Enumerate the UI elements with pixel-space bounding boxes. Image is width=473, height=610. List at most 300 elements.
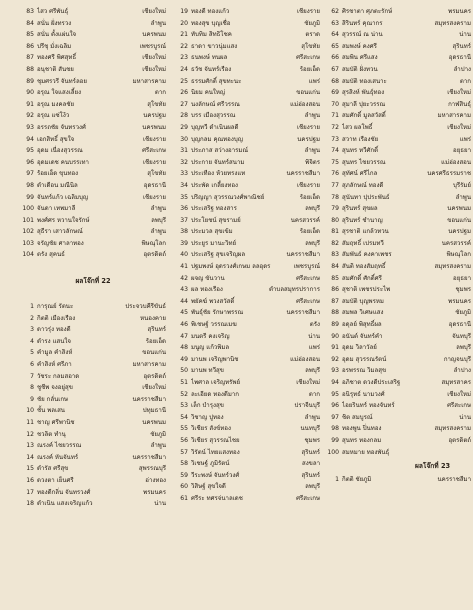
entry-province: นครปฐม — [448, 228, 471, 236]
entry-number: 28 — [180, 112, 188, 120]
list-item — [20, 122, 166, 134]
entry-name: ประภาส สว่างอารมณ์ — [191, 147, 249, 155]
entry-number: 86 — [26, 42, 34, 50]
entry-name: ประเสริฐ ทองสาร — [191, 205, 237, 213]
entry-number: 46 — [180, 321, 188, 329]
entry-province: นครสวรรค์ — [441, 239, 471, 247]
entry-province: ร้อยเอ็ด — [299, 193, 320, 201]
entry-name: กิตติ เมืองเรือง — [37, 314, 76, 322]
entry-province: ตาก — [459, 77, 471, 85]
list-item — [20, 382, 166, 394]
entry-province: เชียงใหม่ — [142, 54, 166, 62]
entry-province: ศรีสะเกษ — [447, 402, 471, 410]
entry-province: นนทบุรี — [300, 425, 320, 433]
entry-name: อรรถชัย จันทรวงศ์ — [37, 123, 86, 131]
list-item — [325, 273, 471, 285]
entry-name: เล็ก บำรุงสุข — [191, 402, 224, 410]
entry-province: สุรินทร์ — [301, 448, 320, 456]
entry-number: 92 — [26, 112, 34, 120]
entry-number: 21 — [180, 31, 188, 39]
entry-name: ประเทือง ห้วยทรงแท — [191, 170, 246, 178]
list-item — [325, 87, 471, 99]
entry-name: สุภลักษณ์ ทองดี — [342, 181, 384, 189]
entry-province: ลำพูน — [455, 193, 471, 201]
entry-number: 91 — [26, 100, 34, 108]
entry-name: การุณย์ รัตนะ — [37, 303, 74, 311]
entry-province: จันทบุรี — [452, 332, 471, 340]
entry-name: ทองดี ทองแก้ว — [191, 8, 230, 15]
entry-number: 11 — [26, 419, 34, 426]
list-item — [20, 52, 166, 64]
entry-number: 71 — [331, 112, 339, 120]
entry-number: 30 — [180, 135, 188, 143]
list-item — [20, 110, 166, 122]
entry-number: 18 — [26, 500, 34, 508]
entry-province: ลพบุรี — [305, 239, 320, 247]
entry-province: นครสวรรค์ — [290, 216, 320, 224]
entry-name: สวาท เรืองชัย — [342, 135, 379, 143]
entry-name: ไสว ผลโพธิ์ — [342, 123, 373, 131]
entry-province: สุโขทัย — [147, 170, 166, 178]
entry-name: อรุณ มงคลชัย — [37, 100, 75, 108]
entry-name: ชุมศรวรี จันทร์ลอย — [37, 77, 87, 85]
entry-province: กาฬสินธุ์ — [448, 100, 471, 108]
entry-province: ลำพูน — [304, 112, 320, 120]
list-item — [325, 435, 471, 447]
entry-number: 90 — [331, 332, 339, 340]
entry-name: ชูชีพ จงอยู่สุข — [37, 384, 73, 392]
entry-number: 73 — [331, 135, 339, 143]
entry-name: ทองดีกลิ่น จันทรวงศ์ — [37, 488, 91, 496]
list-item — [20, 18, 166, 30]
entry-province: ชุมพร — [304, 436, 320, 444]
entry-number: 41 — [180, 263, 188, 271]
entry-number: 17 — [26, 488, 34, 496]
entry-name: วีระพงษ์ จันทร์วงศ์ — [191, 471, 240, 479]
entry-province: หนองคาย — [140, 314, 166, 322]
list-item — [325, 400, 471, 412]
entry-province: พิษณุโลก — [141, 239, 166, 247]
entry-province: เชียงใหม่ — [447, 89, 471, 97]
entry-province: อุดรธานี — [448, 54, 471, 62]
entry-name: วิเชียร สุวรรณไชย — [191, 436, 240, 444]
list-item — [20, 301, 166, 313]
list-item — [174, 6, 320, 18]
entry-name: พันธุ์ชัย รักษาพรรณ — [191, 309, 244, 317]
entry-number: 40 — [180, 251, 188, 259]
entry-province: เพชรบูรณ์ — [139, 42, 166, 50]
entry-province: เชียงราย — [296, 181, 320, 189]
entry-province: ชุมพร — [455, 286, 471, 294]
entry-number: 15 — [26, 465, 34, 473]
entry-province: ประจวบคีรีขันธ์ — [125, 303, 166, 311]
entry-name: ทองศรี พิศสุทธิ์ — [37, 54, 77, 62]
list-item — [174, 238, 320, 250]
entry-number: 84 — [331, 263, 339, 271]
entry-province: ลำพูน — [304, 413, 320, 421]
list-item — [20, 134, 166, 146]
entry-name: อุดม เนื่องสุวรรณ — [37, 147, 83, 155]
entry-number: 101 — [22, 216, 34, 224]
entry-name: ประมวล สุขเข้ม — [191, 228, 233, 236]
entry-name: ทับทิม สิทธิโชค — [191, 31, 232, 39]
entry-name: ประเสริฐ สุขเจริญผล — [191, 251, 246, 259]
entry-number: 67 — [331, 65, 339, 73]
list-item — [325, 261, 471, 273]
entry-name: มนตรี คงเจริญ — [191, 332, 230, 340]
entry-province: นครพนม — [447, 205, 471, 213]
list-item — [174, 168, 320, 180]
list-item — [325, 110, 471, 122]
entry-name: วิเชียร สังข์ทอง — [191, 425, 231, 433]
entry-province: ปราจีนบุรี — [294, 402, 320, 410]
list-item — [20, 359, 166, 371]
list-item — [325, 319, 471, 331]
entry-number: 80 — [331, 216, 339, 224]
list-item — [174, 52, 320, 64]
entry-name: สมศักดิ์ ศักดิ์ศรี — [342, 274, 382, 282]
entry-province: ลพบุรี — [305, 205, 320, 213]
entry-name: สัมพันธ์ คงคาเพชร — [342, 251, 392, 259]
entry-name: ธรรมศักดิ์ สุขทะนะ — [191, 77, 242, 85]
entry-number: 12 — [26, 430, 34, 438]
entry-number: 39 — [180, 239, 188, 247]
entry-province: แพร่ — [308, 344, 320, 352]
entry-number: 31 — [180, 147, 188, 155]
entry-number: 97 — [331, 413, 339, 421]
entry-number: 35 — [180, 193, 188, 201]
entry-number: 92 — [331, 355, 339, 363]
entry-province: เชียงใหม่ — [447, 123, 471, 131]
list-item — [174, 389, 320, 401]
list-item — [20, 64, 166, 76]
list-item — [325, 180, 471, 192]
entry-number: 94 — [26, 135, 34, 143]
entry-name: ดำเนิน แสงเจริญแก้ว — [37, 500, 93, 508]
entry-number: 55 — [180, 425, 188, 433]
entry-number: 60 — [180, 483, 188, 491]
list-item — [325, 168, 471, 180]
entry-number: 16 — [26, 476, 34, 484]
list-item — [325, 423, 471, 435]
list-item — [20, 371, 166, 383]
list-item — [174, 41, 320, 53]
list-item — [174, 354, 320, 366]
entry-name: สุชาติ เพชรประไพ — [342, 286, 391, 294]
entry-number: 3 — [30, 326, 34, 334]
list-item — [20, 475, 166, 487]
entry-name: สุมาลี ปุยะวรรณ — [342, 100, 386, 108]
entry-number: 72 — [331, 123, 339, 131]
entry-province: อุดรธานี — [143, 181, 166, 189]
entry-province: อ่างทอง — [145, 476, 166, 484]
list-item — [20, 498, 166, 510]
list-item — [174, 284, 320, 296]
entry-number: 85 — [26, 31, 34, 39]
section-heading: ผลโจ๊กที่ 22 — [75, 277, 111, 286]
entry-province: อยุธยา — [453, 274, 471, 282]
entry-province: ลพบุรี — [151, 216, 166, 224]
entry-name: สุนทร ทวีศักดิ์ — [342, 147, 379, 155]
list-item — [20, 313, 166, 325]
entry-province: มหาสารคาม — [132, 361, 166, 369]
list-item — [325, 6, 471, 18]
entry-number: 84 — [26, 19, 34, 27]
entry-province: น่าน — [459, 31, 471, 39]
entry-name: ประโยชน์ สุขรามย์ — [191, 216, 241, 224]
entry-number: 13 — [26, 442, 34, 450]
entry-province: ศรีสะเกษ — [296, 494, 320, 502]
list-item — [20, 192, 166, 204]
list-item — [20, 203, 166, 215]
list-item — [325, 307, 471, 319]
list-item — [20, 324, 166, 336]
list-item — [174, 493, 320, 505]
list-item — [174, 110, 320, 122]
entry-name: ผล ทองเรือง — [191, 286, 223, 294]
entry-number: 5 — [30, 349, 34, 357]
list-item — [325, 226, 471, 238]
entry-number: 19 — [180, 8, 188, 15]
entry-name: จันทร์แก้ว เฉลิมบุญ — [37, 193, 89, 201]
list-item — [174, 145, 320, 157]
list-item — [20, 452, 166, 464]
entry-name: สมศักดิ์ มูลสวัสดิ์ — [342, 112, 386, 120]
list-item — [325, 474, 471, 486]
list-item — [174, 319, 320, 331]
entry-province: เชียงราย — [142, 158, 166, 166]
list-item — [325, 41, 471, 53]
entry-number: 37 — [180, 216, 188, 224]
entry-number: 81 — [331, 228, 339, 236]
entry-province: นครปฐม — [143, 112, 166, 120]
entry-province: สงขลา — [301, 460, 320, 468]
entry-name: สุนทร ทองกลม — [342, 436, 382, 444]
entry-number: 47 — [180, 332, 188, 340]
entry-number: 26 — [180, 89, 188, 97]
entry-number: 33 — [180, 170, 188, 178]
entry-province: พรมนคร — [143, 488, 166, 496]
entry-name: ปริญญา สุวรรณวงศ์พาณิชย์ — [191, 193, 265, 201]
entry-province: น่าน — [308, 332, 320, 340]
entry-province: น่าน — [154, 500, 166, 508]
entry-province: แพร่ — [459, 135, 471, 143]
entry-name: สุธีรา เสาวลักษณ์ — [37, 228, 83, 236]
list-item — [20, 6, 166, 18]
entry-name: อรุณ แซ่โง้ว — [37, 112, 70, 120]
entry-province: พิจิตร — [305, 158, 320, 166]
entry-number: 54 — [180, 413, 188, 421]
entry-province: ศรีสะเกษ — [142, 147, 166, 155]
entry-name: คำมูล คำสิงห์ — [37, 349, 73, 357]
entry-number: 23 — [180, 54, 188, 62]
list-item — [20, 226, 166, 238]
entry-name: ผจญ ขันวาน — [191, 274, 225, 282]
list-item — [325, 284, 471, 296]
list-item — [325, 249, 471, 261]
entry-name: ชั้น พลเสน — [37, 407, 65, 415]
entry-name: พงศ์ศร หวานใจรักษ์ — [37, 216, 90, 224]
entry-number: 95 — [26, 147, 34, 155]
list-item — [174, 470, 320, 482]
entry-name: ชวลิต ทำนุ — [37, 430, 66, 438]
entry-number: 6 — [30, 361, 34, 369]
list-item — [20, 87, 166, 99]
entry-province: เชียงใหม่ — [296, 379, 320, 386]
entry-name: ศิรชาตา ศุภตะรักษ์ — [342, 8, 393, 15]
entry-number: 77 — [331, 181, 339, 189]
entry-number: 53 — [180, 402, 188, 410]
entry-province: อยุธยา — [453, 147, 471, 155]
list-item — [174, 215, 320, 227]
list-item — [325, 389, 471, 401]
entry-name: ดำรง แสนใจ — [37, 337, 71, 345]
list-item — [20, 215, 166, 227]
column-2 — [174, 6, 320, 505]
list-item — [20, 405, 166, 417]
entry-name: วิเชษฐ์ ภูมิรัตน์ — [191, 460, 230, 468]
entry-name: สมบัติ ทองเสนาะ — [342, 77, 387, 85]
entry-name: อรพรรณ วิมลสุข — [342, 367, 387, 375]
entry-name: ร้อยเอ็ด ขุนทอง — [37, 170, 79, 178]
entry-number: 7 — [30, 372, 34, 380]
list-item — [325, 215, 471, 227]
entry-number: 14 — [26, 453, 34, 461]
entry-province: พรมนคร — [448, 8, 471, 15]
entry-name: อภิชาต ดวงดีประเสริฐ — [342, 379, 401, 386]
list-item — [174, 447, 320, 459]
entry-province: อุดรธานี — [448, 321, 471, 329]
entry-name: อรุณ ใจแสงเลี้ยง — [37, 89, 82, 97]
entry-province: น่าน — [459, 413, 471, 421]
entry-number: 96 — [26, 158, 34, 166]
list-item — [325, 447, 471, 459]
entry-province: นครพนม — [142, 419, 166, 426]
entry-number: 10 — [26, 407, 34, 415]
entry-number: 9 — [30, 395, 34, 403]
entry-province: ลพบุรี — [305, 367, 320, 375]
entry-province: ศรีสะเกษ — [296, 54, 320, 62]
entry-number: 89 — [26, 77, 34, 85]
entry-name: อุดม วิลาวัลย์ — [342, 344, 377, 352]
entry-name: สุนทร ไชยวรรณ — [342, 158, 386, 166]
entry-province: ชัยภูมิ — [455, 309, 471, 317]
entry-name: สุรสิงห์ พันธุ์ทอง — [342, 89, 385, 97]
entry-number: 76 — [331, 170, 339, 178]
entry-province: นครราชสีมา — [286, 309, 320, 317]
list-item — [20, 463, 166, 475]
entry-name: สมพล วิเศษแสง — [342, 309, 384, 317]
entry-name: จันดา เทพมาลี — [37, 205, 76, 213]
entry-number: 29 — [180, 123, 188, 131]
entry-number: 94 — [331, 379, 339, 386]
entry-province: สมุทรสงคราม — [434, 19, 471, 27]
entry-name: ปรีชุ มั่งเฉลิม — [37, 42, 72, 50]
entry-province: ลพบุรี — [456, 344, 471, 352]
entry-province: เชียงราย — [142, 193, 166, 201]
entry-name: ณรงค์ ไชยวรรณ — [37, 442, 82, 450]
entry-name: ดำรัส ศรีสุข — [37, 465, 69, 473]
entry-number: 99 — [331, 436, 339, 444]
entry-province: ศรีสะเกษ — [296, 274, 320, 282]
entry-province: เชียงใหม่ — [142, 65, 166, 73]
entry-number: 88 — [26, 65, 34, 73]
entry-number: 88 — [331, 309, 339, 317]
entry-number: 83 — [331, 251, 339, 259]
entry-name: ทองพูน ปิ่นทอง — [342, 425, 382, 433]
entry-name: มนูญ แก้วพิมล — [191, 344, 230, 352]
entry-number: 100 — [327, 448, 339, 456]
entry-number: 66 — [331, 54, 339, 62]
entry-name: ดวงตา เย็นศรี — [37, 476, 74, 484]
entry-province: อุตรดิตถ์ — [143, 372, 166, 380]
entry-number: 85 — [331, 274, 339, 282]
entry-name: ธนพงษ์ ทนผล — [191, 54, 228, 62]
entry-number: 90 — [26, 89, 34, 97]
entry-number: 65 — [331, 42, 339, 50]
entry-name: ประพัด เกลี้ยงทอง — [191, 181, 239, 189]
entry-name: คำสิงห์ ศรีภา — [37, 361, 72, 369]
entry-province: นครพนม — [142, 123, 166, 131]
entry-province: พิษณุโลก — [446, 251, 471, 259]
list-item — [174, 365, 320, 377]
entry-name: พยัคฆ์ พวงสวัสดิ์ — [191, 297, 235, 305]
entry-number: 52 — [180, 390, 188, 398]
entry-province: เชียงใหม่ — [142, 384, 166, 392]
list-item — [174, 481, 320, 493]
entry-name: ตรัง สุคนธ์ — [37, 251, 65, 259]
entry-province: นครราชสีมา — [132, 395, 166, 403]
entry-name: นิยม คนใหญ่ — [191, 89, 226, 97]
entry-name: ศรีระ ทศรจ่นาลเดช — [191, 494, 243, 502]
entry-name: สุรชาติ แกล้วทวน — [342, 228, 389, 236]
entry-province: มหาสารคาม — [437, 112, 471, 120]
entry-number: 93 — [331, 367, 339, 375]
entry-province: อุตรดิตถ์ — [448, 436, 471, 444]
entry-name: ประยูร มานะวิทย์ — [191, 239, 237, 247]
list-item — [174, 400, 320, 412]
list-item — [325, 192, 471, 204]
entry-name: วิรัตน์ ไทยแสงทอง — [191, 448, 240, 456]
entry-province: ขอนแก่น — [296, 89, 320, 97]
entry-name: บุญกลม คุณทองบุญ — [191, 135, 243, 143]
list-item — [20, 99, 166, 111]
entry-number: 99 — [26, 193, 34, 201]
entry-province: เชียงราย — [296, 123, 320, 131]
entry-number: 63 — [331, 19, 339, 27]
list-item — [325, 157, 471, 169]
entry-name: วิสิษฐ์ สุขใจดี — [191, 483, 226, 491]
entry-name: มานพ ทวีสุข — [191, 367, 224, 375]
entry-number: 22 — [180, 42, 188, 50]
entry-number: 75 — [331, 158, 339, 166]
entry-province: ลำปาง — [453, 367, 471, 375]
list-item — [325, 342, 471, 354]
list-item — [20, 76, 166, 88]
list-item — [20, 145, 166, 157]
entry-province: สุพรรณบุรี — [138, 465, 166, 473]
entry-name: สุทัศน์ ศรีไกล — [342, 170, 378, 178]
entry-province: ลำพูน — [304, 147, 320, 155]
entry-province: นครศรีธรรมราช — [427, 170, 471, 178]
list-item — [325, 18, 471, 30]
entry-name: สนั่น ตั้งแผ่นใจ — [37, 31, 77, 39]
entry-number: 38 — [180, 228, 188, 236]
entry-name: อดุลย์ พิสุทธิ์ผล — [342, 321, 382, 329]
entry-name: ดาวรุ่ง ทองดี — [37, 326, 71, 334]
entry-name: สุรินทร์ สุขผล — [342, 205, 378, 213]
entry-number: 74 — [331, 147, 339, 155]
